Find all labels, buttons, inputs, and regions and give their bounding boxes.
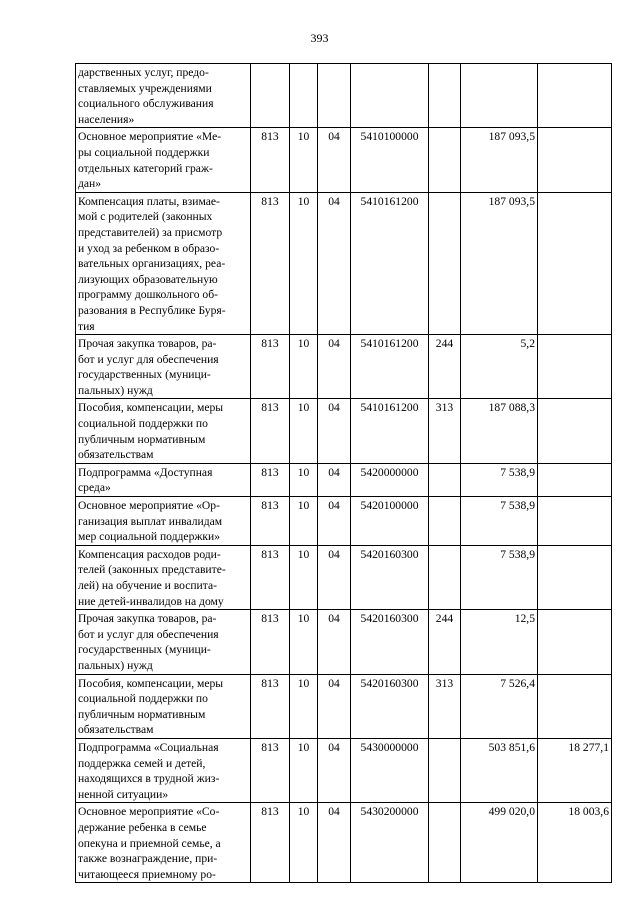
cell-amount: 187 093,5 <box>461 128 538 192</box>
cell-section-code: 10 <box>290 128 318 192</box>
cell-target-code: 5420100000 <box>351 497 429 546</box>
cell-expense-type: 244 <box>429 610 461 674</box>
cell-expense-type <box>429 545 461 609</box>
cell-amount-federal <box>538 64 612 128</box>
cell-target-code <box>351 64 429 128</box>
table-row <box>76 128 612 192</box>
cell-target-code: 5430000000 <box>351 738 429 802</box>
cell-name: Подпрограмма «Социальная поддержка семей и детей, находящихся в трудной жиз- ненной ситуации» <box>76 738 251 802</box>
cell-target-code: 5410161200 <box>351 399 429 463</box>
cell-ministry-code: 813 <box>251 128 290 192</box>
cell-expense-type <box>429 128 461 192</box>
cell-subsection-code: 04 <box>318 463 351 496</box>
cell-name: Прочая закупка товаров, ра- бот и услуг для обеспечения государственных (муници- пальных) нужд <box>76 335 251 399</box>
cell-section-code: 10 <box>290 497 318 546</box>
cell-name: Подпрограмма «Доступная среда» <box>76 463 251 496</box>
cell-ministry-code: 813 <box>251 192 290 334</box>
table-row <box>76 335 612 399</box>
cell-amount: 7 538,9 <box>461 545 538 609</box>
table-row <box>76 674 612 738</box>
budget-table <box>75 63 612 883</box>
cell-amount-federal <box>538 610 612 674</box>
cell-section-code: 10 <box>290 610 318 674</box>
cell-name: Пособия, компенсации, меры социальной поддержки по публичным нормативным обязательствам <box>76 399 251 463</box>
cell-subsection-code: 04 <box>318 399 351 463</box>
cell-target-code: 5420160300 <box>351 674 429 738</box>
cell-name: Прочая закупка товаров, ра- бот и услуг для обеспечения государственных (муници- пальных) нужд <box>76 610 251 674</box>
table-row <box>76 64 612 128</box>
cell-target-code: 5410161200 <box>351 192 429 334</box>
cell-ministry-code: 813 <box>251 803 290 883</box>
table-row <box>76 497 612 546</box>
cell-target-code: 5420000000 <box>351 463 429 496</box>
cell-amount: 187 093,5 <box>461 192 538 334</box>
cell-subsection-code: 04 <box>318 128 351 192</box>
table-row <box>76 803 612 883</box>
cell-subsection-code: 04 <box>318 674 351 738</box>
cell-subsection-code <box>318 64 351 128</box>
cell-amount: 5,2 <box>461 335 538 399</box>
cell-name: Компенсация расходов роди- телей (законных представите- лей) на обучение и воспита- ние детей-инвалидов на дому <box>76 545 251 609</box>
cell-ministry-code: 813 <box>251 674 290 738</box>
cell-amount <box>461 64 538 128</box>
cell-amount-federal <box>538 674 612 738</box>
table-row <box>76 610 612 674</box>
cell-section-code: 10 <box>290 803 318 883</box>
cell-amount-federal <box>538 128 612 192</box>
cell-ministry-code: 813 <box>251 463 290 496</box>
cell-ministry-code: 813 <box>251 610 290 674</box>
table-row <box>76 399 612 463</box>
cell-expense-type <box>429 192 461 334</box>
cell-amount: 503 851,6 <box>461 738 538 802</box>
cell-expense-type: 313 <box>429 399 461 463</box>
cell-expense-type <box>429 738 461 802</box>
cell-target-code: 5410161200 <box>351 335 429 399</box>
cell-subsection-code: 04 <box>318 610 351 674</box>
cell-amount: 187 088,3 <box>461 399 538 463</box>
cell-amount: 7 538,9 <box>461 497 538 546</box>
cell-expense-type <box>429 497 461 546</box>
cell-amount-federal <box>538 335 612 399</box>
table-body <box>76 64 612 883</box>
cell-section-code: 10 <box>290 335 318 399</box>
cell-expense-type <box>429 803 461 883</box>
cell-section-code: 10 <box>290 674 318 738</box>
table-row <box>76 463 612 496</box>
cell-target-code: 5420160300 <box>351 545 429 609</box>
page-number: 393 <box>310 31 329 45</box>
cell-ministry-code: 813 <box>251 545 290 609</box>
cell-section-code: 10 <box>290 192 318 334</box>
cell-name: дарственных услуг, предо- ставляемых учреждениями социального обслуживания населения» <box>76 64 251 128</box>
table-row <box>76 738 612 802</box>
cell-amount-federal <box>538 399 612 463</box>
cell-subsection-code: 04 <box>318 803 351 883</box>
cell-subsection-code: 04 <box>318 497 351 546</box>
cell-target-code: 5420160300 <box>351 610 429 674</box>
cell-amount-federal: 18 003,6 <box>538 803 612 883</box>
cell-amount-federal <box>538 463 612 496</box>
cell-subsection-code: 04 <box>318 335 351 399</box>
cell-amount: 499 020,0 <box>461 803 538 883</box>
cell-subsection-code: 04 <box>318 192 351 334</box>
cell-expense-type <box>429 463 461 496</box>
cell-name: Основное мероприятие «Со- держание ребенка в семье опекуна и приемной семье, а также вознаграждение, при- читающееся приемному ро- <box>76 803 251 883</box>
cell-section-code: 10 <box>290 463 318 496</box>
cell-ministry-code <box>251 64 290 128</box>
cell-subsection-code: 04 <box>318 738 351 802</box>
cell-name: Компенсация платы, взимае- мой с родителей (законных представителей) за присмотр и уход за ребенком в образо- вательных организациях, реа- лизующих образовательную программу дошкольного об- разования в Республике Буря- тия <box>76 192 251 334</box>
cell-ministry-code: 813 <box>251 335 290 399</box>
cell-amount-federal: 18 277,1 <box>538 738 612 802</box>
cell-section-code: 10 <box>290 399 318 463</box>
cell-section-code <box>290 64 318 128</box>
cell-amount-federal <box>538 497 612 546</box>
cell-ministry-code: 813 <box>251 497 290 546</box>
cell-amount: 12,5 <box>461 610 538 674</box>
table-row <box>76 545 612 609</box>
cell-target-code: 5430200000 <box>351 803 429 883</box>
cell-amount-federal <box>538 192 612 334</box>
cell-target-code: 5410100000 <box>351 128 429 192</box>
cell-name: Основное мероприятие «Ме- ры социальной поддержки отдельных категорий граж- дан» <box>76 128 251 192</box>
cell-name: Основное мероприятие «Ор- ганизация выплат инвалидам мер социальной поддержки» <box>76 497 251 546</box>
cell-subsection-code: 04 <box>318 545 351 609</box>
cell-section-code: 10 <box>290 738 318 802</box>
table-row <box>76 192 612 334</box>
cell-amount-federal <box>538 545 612 609</box>
cell-section-code: 10 <box>290 545 318 609</box>
cell-ministry-code: 813 <box>251 738 290 802</box>
cell-ministry-code: 813 <box>251 399 290 463</box>
cell-amount: 7 526,4 <box>461 674 538 738</box>
cell-expense-type: 244 <box>429 335 461 399</box>
cell-name: Пособия, компенсации, меры социальной поддержки по публичным нормативным обязательствам <box>76 674 251 738</box>
cell-expense-type <box>429 64 461 128</box>
cell-amount: 7 538,9 <box>461 463 538 496</box>
cell-expense-type: 313 <box>429 674 461 738</box>
